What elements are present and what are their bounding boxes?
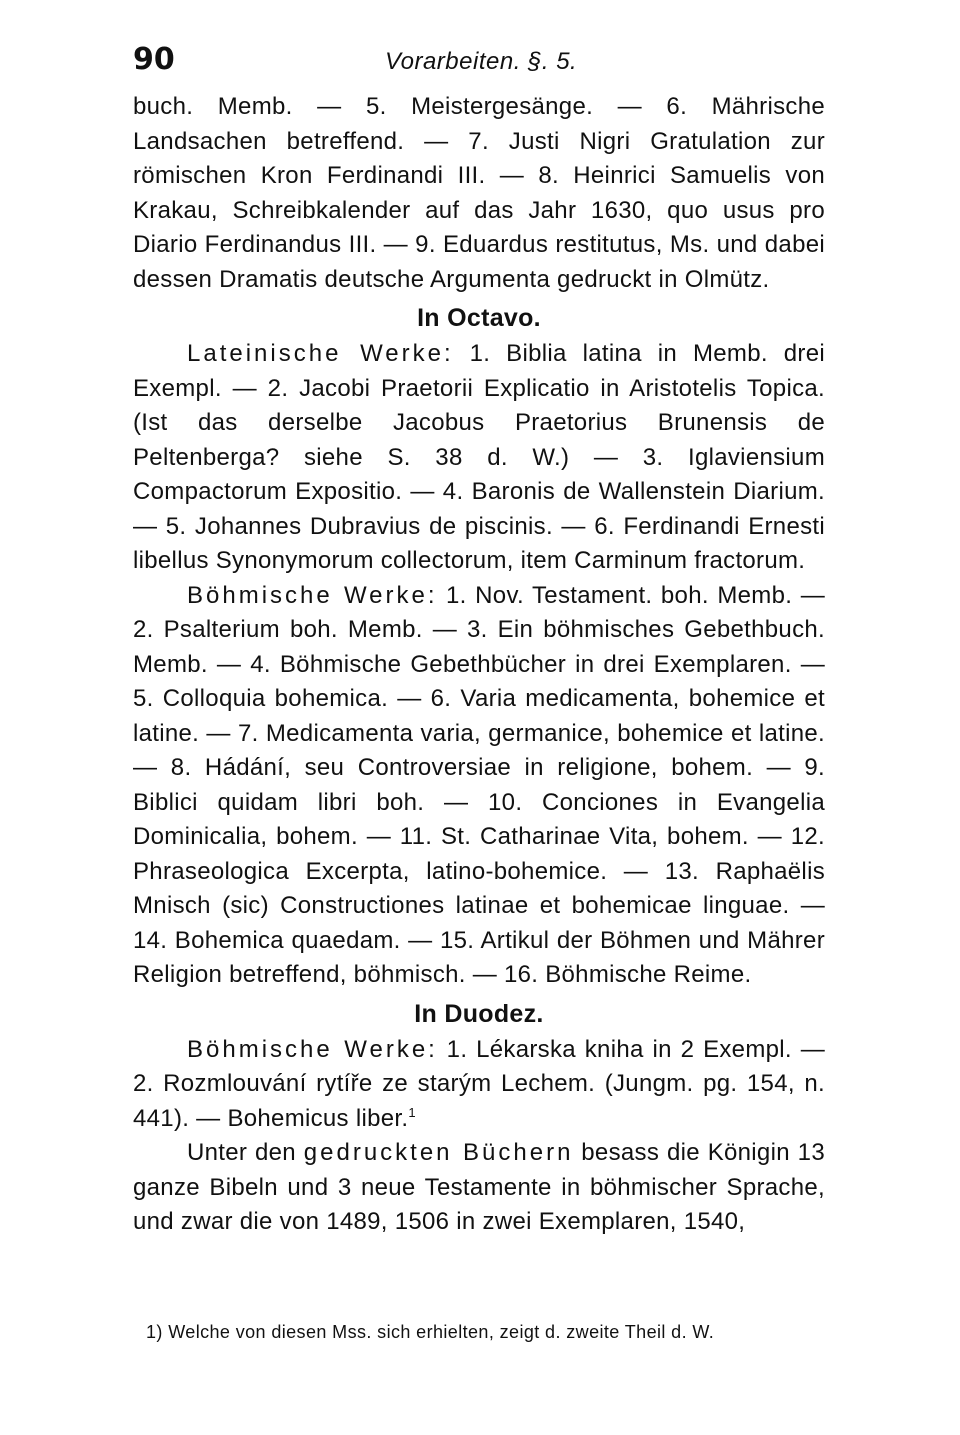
boehmische-werke-duodez-text: 1. Lékarska kniha in 2 Exempl. — 2. Rozmlouvání rytíře ze starým Lechem. (Jungm. pg. 154, n. 441). — Bohemicus liber. (133, 1035, 825, 1132)
lateinische-werke-label: Lateinische Werke: (187, 340, 454, 367)
boehmische-werke-octavo-label: Böhmische Werke: (187, 581, 438, 609)
boehmische-werke-duodez-label: Böhmische Werke: (187, 1035, 438, 1063)
lateinische-werke-paragraph (133, 337, 825, 579)
heading-in-octavo: In Octavo. (417, 304, 541, 332)
page (133, 40, 825, 1240)
boehmische-werke-octavo-text: 1. Nov. Testament. boh. Memb. — 2. Psalterium boh. Memb. — 3. Ein böhmisches Gebethbuch. Memb. — 4. Böhmische Gebethbücher in drei Exemplaren. — 5. Colloquia bohemica. — 6. Varia medicamenta, bohemice et latine. — 7. Medicamenta varia, germanice, bohemice et latine. — 8. Hádání, seu Controversiae in religione, bohem. — 9. Biblici quidam libri boh. — 10. Conciones in Evangelia Dominicalia, bohem. — 11. St. Catharinae Vita, bohem. — 12. Phraseologica Excerpta, latino-bohemice. — 13. Raphaëlis Mnisch (sic) Constructiones latinae et bohemicae linguae. — 14. Bohemica quaedam. — 15. Artikul der Böhmen und Mährer Religion betreffend, böhmisch. — 16. Böhmische Reime. (133, 581, 825, 988)
lateinische-werke-text: 1. Biblia latina in Memb. drei Exempl. — 2. Jacobi Praetorii Explicatio in Aristotelis Topica. (Ist das derselbe Jacobus Praetorius Brunensis de Peltenberga? siehe S. 38 d. W.) — 3. Iglaviensium Compactorum Expositio. — 4. Baronis de Wallenstein Diarium. — 5. Johannes Dubravius de piscinis. — 6. Ferdinandi Ernesti libellus Synonymorum collectorum, item Carminum fractorum. (133, 340, 825, 574)
footnote-text: Welche von diesen Mss. sich erhielten, zeigt d. zweite Theil d. W. (162, 1322, 715, 1342)
page-number: 90 (133, 42, 175, 77)
final-paragraph-spaced: gedruckten Büchern (303, 1139, 574, 1166)
final-paragraph (133, 1136, 825, 1240)
running-title: Vorarbeiten. §. 5. (385, 48, 578, 75)
footnote-mark: 1) (146, 1322, 163, 1342)
final-paragraph-before: Unter den (187, 1139, 304, 1166)
boehmische-werke-duodez-paragraph (133, 1033, 825, 1137)
final-paragraph-after: besass die Königin 13 ganze Bibeln und 3 neue Testamente in böhmischer Sprache, und zwar die von 1489, 1506 in zwei Exemplaren, 1540, (133, 1139, 825, 1235)
boehmische-werke-octavo-paragraph (133, 579, 825, 993)
footnote (146, 1320, 836, 1344)
body-text (133, 90, 825, 1240)
footnote-reference: 1 (408, 1104, 416, 1120)
running-head (133, 40, 825, 90)
continuation-paragraph: buch. Memb. — 5. Meistergesänge. — 6. Mährische Landsachen betreffend. — 7. Justi Nigri Gratulation zur römischen Kron Ferdinandi III. — 8. Heinrici Samuelis von Krakau, Schreibkalender auf das Jahr 1630, quo usus pro Diario Ferdinandus III. — 9. Eduardus restitutus, Ms. und dabei dessen Dramatis deutsche Argumenta gedruckt in Olmütz. (133, 93, 825, 293)
heading-in-duodez: In Duodez. (414, 999, 544, 1028)
